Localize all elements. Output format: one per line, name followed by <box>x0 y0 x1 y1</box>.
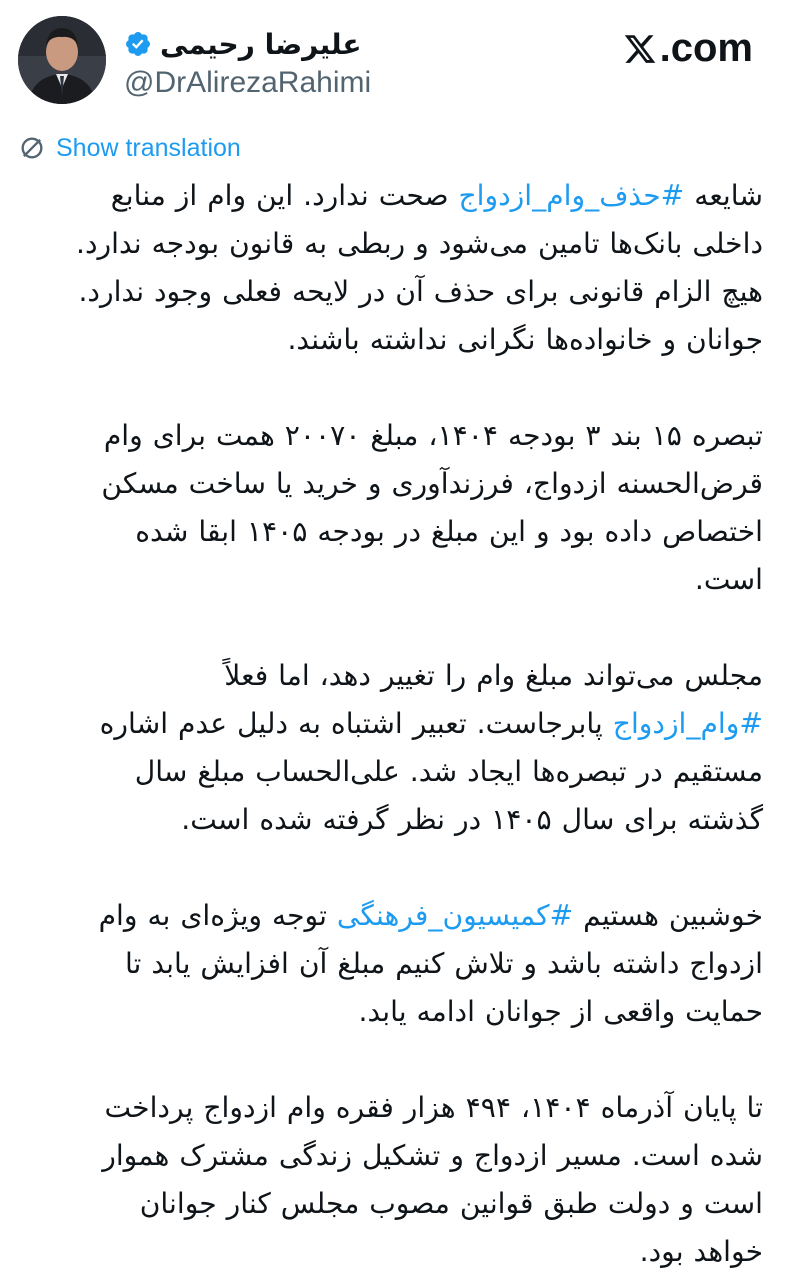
verified-badge-icon <box>124 30 152 58</box>
tweet-line: داخلی بانک‌ها تامین می‌شود و ربطی به قانون بودجه ندارد. <box>76 227 763 260</box>
site-logo <box>622 26 753 71</box>
text-segment: توجه ویژه‌ای به وام <box>98 899 337 932</box>
tweet-line: شده است. مسیر ازدواج و تشکیل زندگی مشترک هموار <box>102 1139 763 1172</box>
author-block[interactable] <box>124 24 454 100</box>
show-translation-label: Show translation <box>56 133 241 162</box>
text-segment: صحت ندارد. این وام از منابع <box>110 179 459 212</box>
tweet-line: گذشته برای سال ۱۴۰۵ در نظر گرفته شده است. <box>181 803 763 836</box>
paragraph-gap <box>18 1036 763 1084</box>
tweet-line: است. <box>694 563 763 596</box>
text-segment: پابرجاست. تعبیر اشتباه به دلیل عدم اشاره <box>99 707 613 740</box>
text-segment: شایعه <box>684 179 763 212</box>
site-label: .com <box>659 26 753 70</box>
tweet-line: قرض‌الحسنه ازدواج، فرزندآوری و خرید یا ساخت مسکن <box>101 467 763 500</box>
tweet-line <box>18 700 763 748</box>
tweet-line: خواهد بود. <box>639 1235 763 1268</box>
avatar-image <box>18 16 106 104</box>
avatar[interactable] <box>18 16 106 104</box>
tweet-line <box>18 172 763 220</box>
tweet-text <box>18 172 763 1276</box>
paragraph-gap <box>18 844 763 892</box>
tweet-line: اختصاص داده بود و این مبلغ در بودجه ۱۴۰۵ ابقا شده <box>135 515 763 548</box>
hashtag-link[interactable]: #کمیسیون_فرهنگی <box>336 899 574 932</box>
tweet-line <box>18 892 763 940</box>
tweet-line: تا پایان آذرماه ۱۴۰۴، ۴۹۴ هزار فقره وام ازدواج پرداخت <box>104 1091 763 1124</box>
tweet-line: است و دولت طبق قوانین مصوب مجلس کنار جوانان <box>139 1187 763 1220</box>
paragraph-gap <box>18 604 763 652</box>
user-handle: @DrAlirezaRahimi <box>124 66 372 99</box>
text-segment: خوشبین هستیم <box>573 899 763 932</box>
display-name: علیرضا رحیمی <box>160 27 362 61</box>
paragraph-gap <box>18 364 763 412</box>
tweet-line: ازدواج داشته باشد و تلاش کنیم مبلغ آن افزایش یابد تا <box>124 947 763 980</box>
tweet-line: حمایت واقعی از جوانان ادامه یابد. <box>358 995 763 1028</box>
x-logo-icon <box>622 32 658 66</box>
hashtag-link[interactable]: #حذف_وام_ازدواج <box>458 179 685 212</box>
tweet-header <box>0 0 785 120</box>
show-translation-link[interactable] <box>18 130 241 166</box>
globe-icon <box>18 134 46 162</box>
tweet-line: تبصره ۱۵ بند ۳ بودجه ۱۴۰۴، مبلغ ۲۰۰۷۰ همت برای وام <box>103 419 763 452</box>
tweet-line: هیچ الزام قانونی برای حذف آن در لایحه فعلی وجود ندارد. <box>78 275 763 308</box>
tweet-line: مستقیم در تبصره‌ها ایجاد شد. علی‌الحساب مبلغ سال <box>134 755 763 788</box>
tweet-line: جوانان و خانواده‌ها نگرانی نداشته باشند. <box>287 323 763 356</box>
hashtag-link[interactable]: #وام_ازدواج <box>612 707 763 740</box>
tweet-line: مجلس می‌تواند مبلغ وام را تغییر دهد، اما فعلاً <box>224 659 763 692</box>
